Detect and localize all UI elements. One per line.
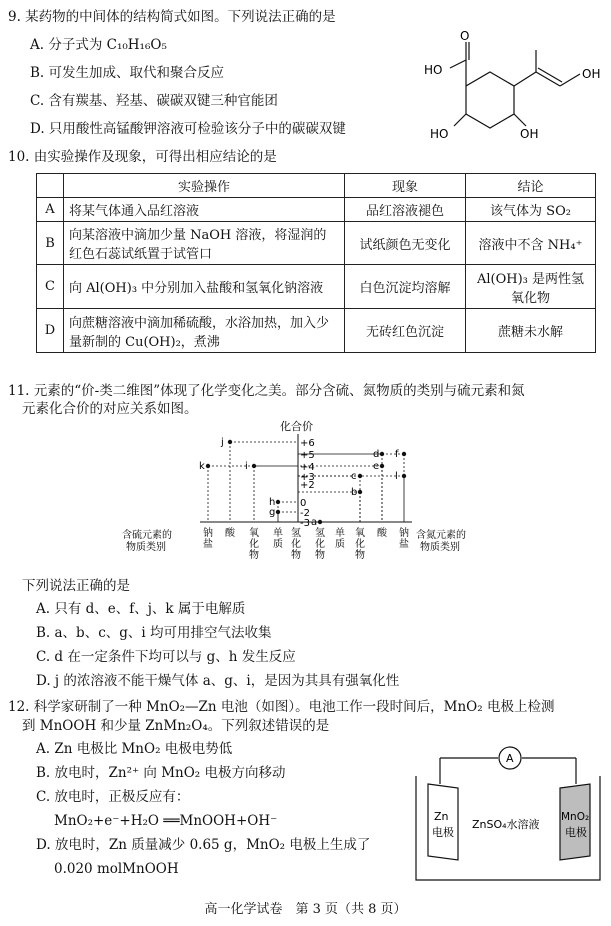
class-label: 化 [355,539,365,550]
cell: 向 Al(OH)₃ 中分别加入盐酸和氢氧化钠溶液 [64,265,345,309]
table-row [37,265,596,309]
q11-option-b: B. a、b、c、g、i 均可用排空气法收集 [36,625,272,641]
q11-option-a: A. 只有 d、e、f、j、k 属于电解质 [36,601,246,617]
class-label: 酸 [377,528,387,539]
table-header-row [37,174,596,198]
right-class-title: 含氮元素的 [416,530,466,541]
valence-tick-label: +2 [300,480,315,491]
data-point [276,500,280,504]
class-label: 钠 [203,528,213,539]
q12-stem-line2: 到 MnOOH 和少量 ZnMn₂O₄。下列叙述错误的是 [22,718,330,734]
cell: 将某气体通入品红溶液 [64,198,345,222]
cell: 品红溶液褪色 [345,198,466,222]
q11-stem-line2: 元素化合价的对应关系如图。 [22,401,198,417]
valence-tick-label: -2 [300,508,310,519]
q11-stem-line1: 11. 元素的“价-类二维图”体现了化学变化之美。部分含硫、氮物质的类别与硫元素和氮 [8,383,525,399]
cell: B [37,222,64,265]
ho-bottom-label: HO [430,127,449,141]
class-label: 化 [291,539,301,550]
oh-bottom-label: OH [520,127,539,141]
cell: 白色沉淀均溶解 [345,265,466,309]
cell: 向蔗糖溶液中滴加稀硫酸，水浴加热，加入少量新制的 Cu(OH)₂，煮沸 [64,309,345,353]
data-point [402,474,406,478]
cell: 向某溶液中滴加少量 NaOH 溶液，将湿润的红色石蕊试纸置于试管口 [64,222,345,265]
o-label: O [460,30,470,43]
oh-right-label: OH [582,67,601,81]
class-label: 氧 [249,528,259,539]
valence-tick-label: +5 [300,450,315,461]
class-label: 钠 [399,528,409,539]
valence-tick-label: +3 [300,472,315,483]
q12-reaction: MnO₂+e⁻+H₂O ══MnOOH+OH⁻ [54,813,278,829]
point-label: j [221,437,224,448]
left-class-title: 含硫元素的 [122,530,172,541]
cell: 无砖红色沉淀 [345,309,466,353]
cell: 溶液中不含 NH₄⁺ [466,222,596,265]
data-point [228,440,232,444]
ho-label: HO [424,63,443,77]
data-point [402,452,406,456]
class-label: 质 [273,539,283,550]
page-footer: 高一化学试卷 第 3 页（共 8 页） [204,902,407,917]
class-label: 单 [273,528,283,539]
point-label: h [269,497,276,508]
point-label: c [351,471,357,482]
q11-option-c: C. d 在一定条件下均可以与 g、h 发生反应 [36,649,296,665]
header-cell: 结论 [466,174,596,198]
point-label: f [395,449,399,460]
class-label: 氧 [355,528,365,539]
q12-option-a: A. Zn 电极比 MnO₂ 电极电势低 [36,741,233,757]
class-label: 物 [355,550,365,561]
class-label: 氢 [291,528,301,539]
q11-options-intro: 下列说法正确的是 [22,578,130,594]
class-label: 氢 [315,528,325,539]
class-label: 质 [335,539,345,550]
q12-option-d: D. 放电时，Zn 质量减少 0.65 g，MnO₂ 电极上生成了 [36,837,371,853]
cell: 该气体为 SO₂ [466,198,596,222]
q12-option-d-cont: 0.020 molMnOOH [54,861,179,877]
header-cell: 实验操作 [64,174,345,198]
chart-axis-title: 化合价 [280,420,313,433]
class-label: 化 [315,539,325,550]
point-label: g [269,507,276,518]
point-label: i [245,461,248,472]
header-cell [37,174,64,198]
table-row [37,309,596,353]
left-class-title: 物质类别 [126,542,166,553]
cell: A [37,198,64,222]
solution-label: ZnSO₄水溶液 [472,818,540,831]
zn-label: Zn [434,810,449,823]
q12-option-b: B. 放电时，Zn²⁺ 向 MnO₂ 电极方向移动 [36,765,286,781]
class-label: 盐 [203,539,213,550]
data-point [380,464,384,468]
header-cell: 现象 [345,174,466,198]
valence-tick-label: +6 [300,438,315,449]
point-label: k [199,461,205,472]
class-label: 物 [315,550,325,561]
q10-table [36,173,596,353]
q9-option-b: B. 可发生加成、取代和聚合反应 [30,65,225,81]
q11-option-d: D. j 的浓溶液不能干燥气体 a、g、i，是因为其具有强氧化性 [36,673,400,689]
q12-stem-line1: 12. 科学家研制了一种 MnO₂—Zn 电池（如图）。电池工作一段时间后，MnO₂ 电极上检测 [8,699,555,715]
table-row [37,222,596,265]
valence-tick-label: 0 [300,498,307,509]
q9-option-d: D. 只用酸性高锰酸钾溶液可检验该分子中的碳碳双键 [30,121,346,137]
q10-stem: 10. 由实验操作及现象，可得出相应结论的是 [8,149,277,165]
point-label: e [373,461,380,472]
data-point [318,520,322,524]
zn-label: 电极 [432,826,454,839]
cell: D [37,309,64,353]
class-label: 物 [249,550,259,561]
q11-valence-class-chart [120,420,520,572]
point-label: a [311,517,318,528]
valence-tick-label: +4 [300,462,315,473]
q9-option-a: A. 分子式为 C₁₀H₁₆O₅ [30,37,167,53]
mno2-label: 电极 [565,826,587,839]
q12-battery-diagram [410,740,606,890]
point-label: l [395,471,398,482]
data-point [206,464,210,468]
table-row [37,198,596,222]
cell: C [37,265,64,309]
ammeter-label: A [506,752,514,765]
cell: 蔗糖未水解 [466,309,596,353]
class-label: 盐 [399,539,409,550]
class-label: 单 [335,528,345,539]
class-label: 物 [291,550,301,561]
cell: 试纸颜色无变化 [345,222,466,265]
q9-stem: 9. 某药物的中间体的结构简式如图。下列说法正确的是 [8,9,336,25]
cell: Al(OH)₃ 是两性氢氧化物 [466,265,596,309]
point-label: d [373,449,380,460]
class-label: 化 [249,539,259,550]
mno2-label: MnO₂ [561,811,590,823]
q9-option-c: C. 含有羰基、羟基、碳碳双键三种官能团 [30,93,278,109]
q9-structure-diagram [420,30,610,160]
class-label: 酸 [225,528,235,539]
q12-option-c: C. 放电时，正极反应有： [36,789,190,805]
point-label: b [351,487,358,498]
valence-tick-label: -3 [300,518,310,529]
right-class-title: 物质类别 [420,542,460,553]
